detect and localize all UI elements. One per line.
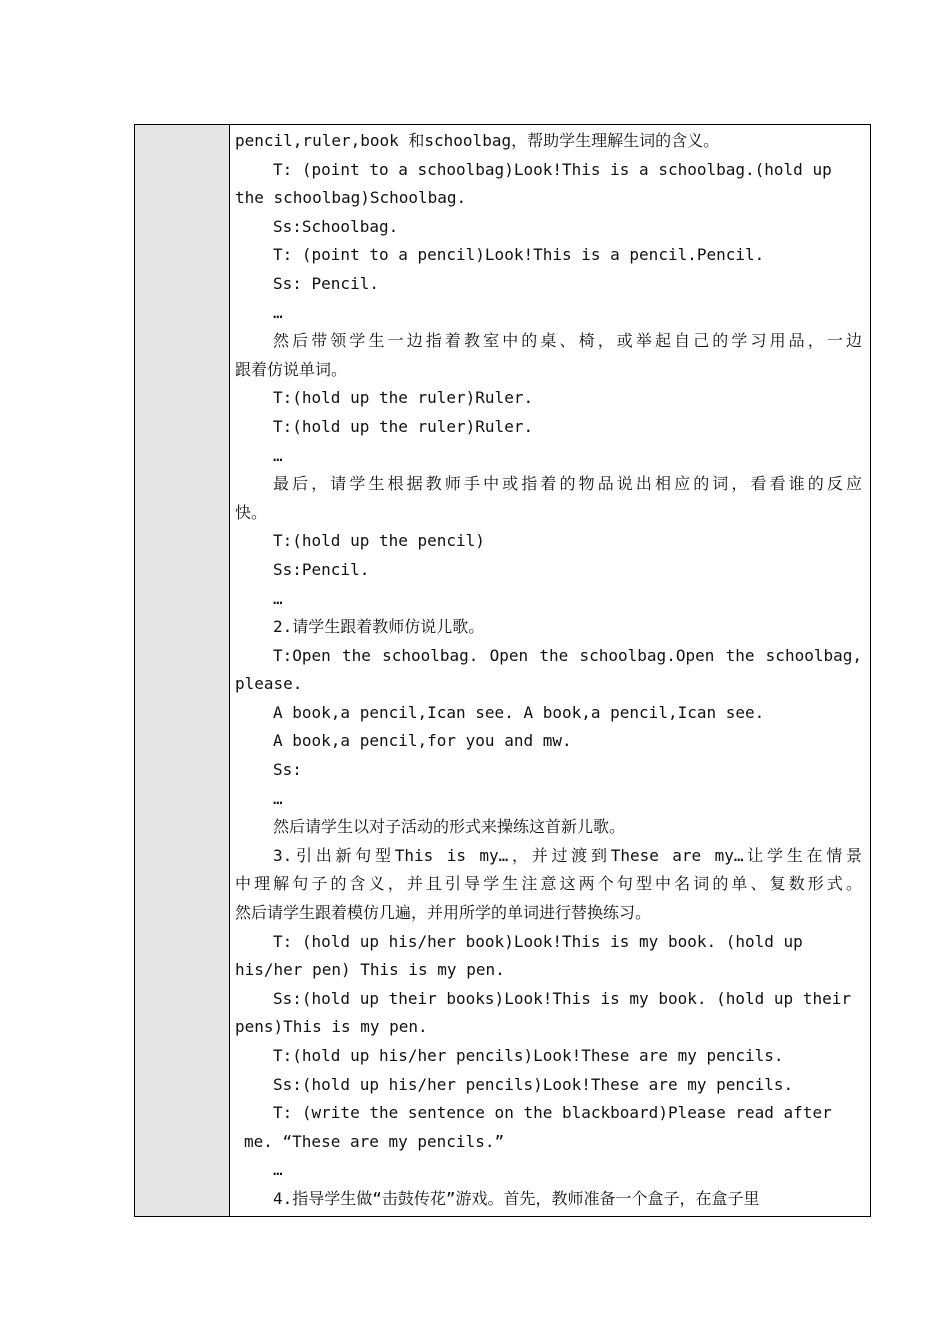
text-line: 然后请学生跟着模仿几遍，并用所学的单词进行替换练习。 — [235, 903, 652, 923]
text-line: … — [273, 1160, 283, 1180]
text-line: T:(hold up the ruler)Ruler. — [273, 388, 534, 408]
text-line: … — [273, 788, 283, 808]
text-line: A book,a pencil,Ican see. A book,a pencil,Ican see. — [273, 702, 765, 722]
text-line: Ss:(hold up his/her pencils)Look!These are my pencils. — [273, 1074, 794, 1094]
text-line: Ss:(hold up their books)Look!This is my book. (hold up their — [273, 988, 851, 1008]
label-column-cell — [135, 125, 230, 1216]
text-line: 4.指导学生做“击鼓传花”游戏。首先，教师准备一个盒子，在盒子里 — [273, 1188, 760, 1208]
text-line: T:(hold up the pencil) — [273, 531, 485, 551]
text-line: 2.请学生跟着教师仿说儿歌。 — [273, 617, 485, 637]
text-line: 快。 — [235, 502, 268, 522]
text-line: 然后带领学生一边指着教室中的桌、椅，或举起自己的学习用品，一边 — [273, 331, 862, 351]
text-line: 然后请学生以对子活动的形式来操练这首新儿歌。 — [273, 817, 626, 837]
text-line: 3.引出新句型This is my…，并过渡到These are my…让学生在情景 — [273, 845, 862, 865]
text-line: Ss: Pencil. — [273, 273, 379, 293]
text-line: T: (write the sentence on the blackboard)Please read after — [273, 1103, 832, 1123]
text-line: … — [273, 588, 283, 608]
text-line: the schoolbag)Schoolbag. — [235, 188, 467, 208]
text-line: 最后，请学生根据教师手中或指着的物品说出相应的词，看看谁的反应 — [273, 474, 862, 494]
text-line: T: (hold up his/her book)Look!This is my book. (hold up — [273, 931, 803, 951]
text-line: T:(hold up his/her pencils)Look!These are my pencils. — [273, 1046, 784, 1065]
text-line: 跟着仿说单词。 — [235, 359, 348, 379]
text-line: T: (point to a schoolbag)Look!This is a schoolbag.(hold up — [273, 159, 832, 179]
text-line: … — [273, 445, 283, 465]
lesson-plan-table — [134, 124, 871, 1217]
text-line: Ss:Schoolbag. — [273, 216, 399, 236]
text-line: please. — [235, 674, 303, 694]
text-line: Ss: — [273, 760, 302, 780]
procedure-content-cell — [230, 125, 870, 1216]
text-line: pencil,ruler,book 和schoolbag，帮助学生理解生词的含义。 — [235, 131, 720, 150]
text-line: T: (point to a pencil)Look!This is a pencil.Pencil. — [273, 245, 765, 265]
text-line: pens)This is my pen. — [235, 1017, 428, 1037]
text-line: his/her pen) This is my pen. — [235, 960, 505, 980]
text-line: me. “These are my pencils.” — [244, 1131, 505, 1151]
text-line: Ss:Pencil. — [273, 559, 370, 579]
text-line: A book,a pencil,for you and mw. — [273, 731, 572, 751]
text-line: T:Open the schoolbag. Open the schoolbag.Open the schoolbag, — [273, 645, 862, 665]
text-line: 中理解句子的含义，并且引导学生注意这两个句型中名词的单、复数形式。 — [235, 874, 862, 894]
text-line: … — [273, 302, 283, 322]
text-line: T:(hold up the ruler)Ruler. — [273, 416, 534, 436]
